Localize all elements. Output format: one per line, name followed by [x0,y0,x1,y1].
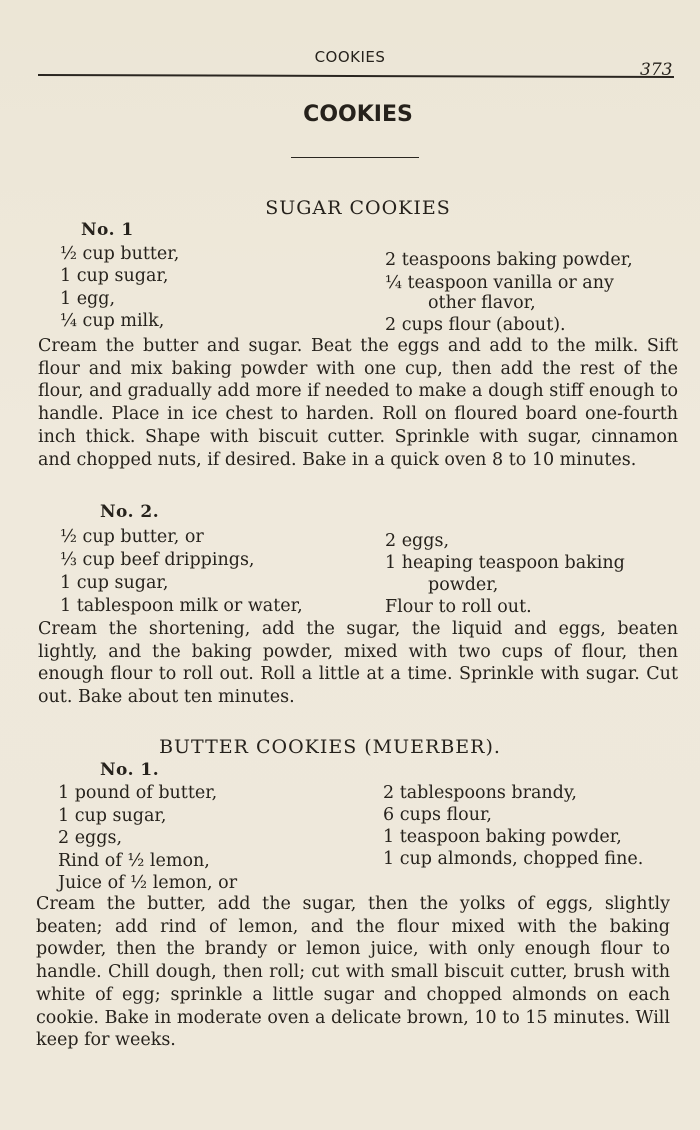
section-title-sugar-cookies: SUGAR COOKIES [265,197,451,219]
title-rule [291,157,419,158]
ingredient: Juice of ½ lemon, or [58,873,238,893]
running-head: COOKIES [314,48,386,66]
section-title-butter-cookies: BUTTER COOKIES (MUERBER). [159,736,501,758]
ingredient: 1 tablespoon milk or water, [60,596,303,616]
chapter-title: COOKIES [303,102,413,127]
ingredient: powder, [428,575,499,595]
header-rule [38,74,674,78]
ingredient: 2 eggs, [58,828,123,848]
recipe-number: No. 2. [100,502,160,522]
recipe-number: No. 1. [100,760,160,780]
page-number: 373 [640,60,673,80]
ingredient: ¼ teaspoon vanilla or any [385,273,614,293]
ingredient: 2 eggs, [385,531,450,551]
ingredient: 1 cup sugar, [58,806,167,826]
recipe-method: Cream the shortening, add the sugar, the liquid and eggs, beaten lightly, and the baking powder, mixed with two cups of flour, then enough flour to roll out. Roll a little at a time. Sprinkle with sugar. Cut out. Bake about ten minutes. [38,619,678,708]
ingredient: 6 cups flour, [383,805,492,825]
ingredient: 1 heaping teaspoon baking [385,553,625,573]
ingredient: 2 tablespoons brandy, [383,783,577,803]
ingredient: 1 cup almonds, chopped fine. [383,849,644,869]
ingredient: 1 cup sugar, [60,266,169,286]
recipe-method: Cream the butter, add the sugar, then the yolks of eggs, slightly beaten; add rind of lemon, and the flour mixed with the baking powder, then the brandy or lemon juice, with only enough flour to handle. Chill dough, then roll; cut with small biscuit cutter, brush with white of egg; sprinkle a little sugar and chopped almonds on each cookie. Bake in moderate oven a delicate brown, 10 to 15 minutes. Will keep for weeks. [36,894,670,1051]
ingredient: Rind of ½ lemon, [58,851,210,871]
ingredient: 2 teaspoons baking powder, [385,250,633,270]
ingredient: 1 pound of butter, [58,783,218,803]
ingredient: 1 egg, [60,289,116,309]
ingredient: 1 cup sugar, [60,573,169,593]
ingredient: Flour to roll out. [385,597,532,617]
ingredient: ½ cup butter, or [60,527,204,547]
ingredient: 2 cups flour (about). [385,315,566,335]
recipe-method: Cream the butter and sugar. Beat the eggs and add to the milk. Sift flour and mix baking powder with one cup, then add the rest of the flour, and gradually add more if needed to make a dough stiff enough to handle. Place in ice chest to harden. Roll on floured board one-fourth inch thick. Shape with biscuit cutter. Sprinkle with sugar, cinnamon and chopped nuts, if desired. Bake in a quick oven 8 to 10 minutes. [38,336,678,470]
ingredient: 1 teaspoon baking powder, [383,827,622,847]
ingredient: ⅓ cup beef drippings, [60,550,255,570]
ingredient: ½ cup butter, [60,244,180,264]
recipe-number: No. 1 [81,220,134,240]
ingredient: other flavor, [428,293,536,313]
ingredient: ¼ cup milk, [60,311,165,331]
